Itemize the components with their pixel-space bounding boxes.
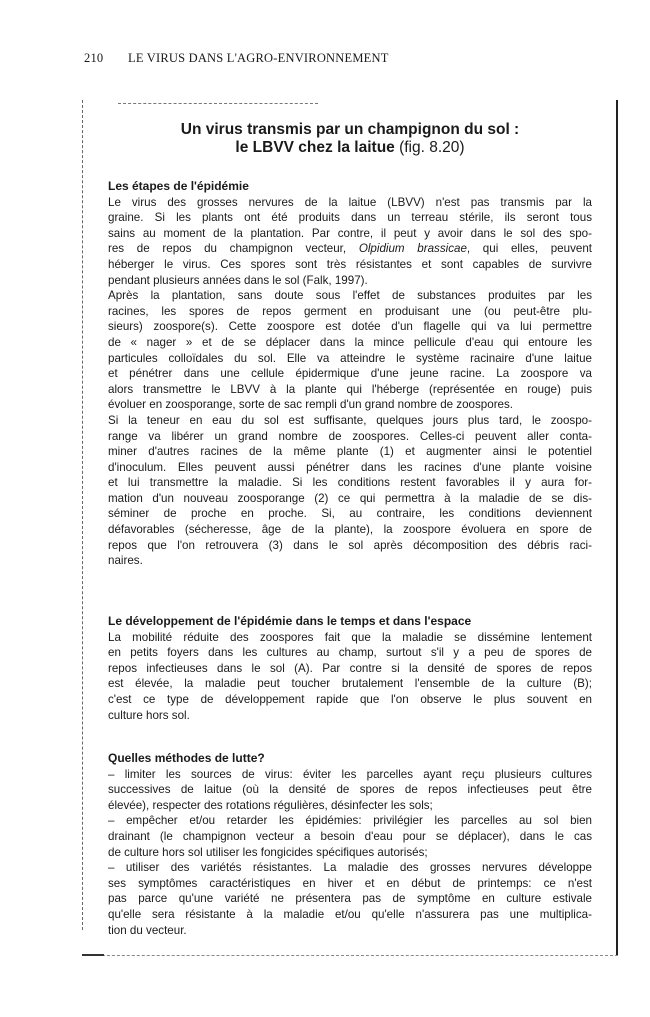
- text-line: pas parce qu'une variété ne présentera pas de symptôme en culture estivale: [108, 892, 592, 906]
- page-number: 210: [84, 51, 104, 65]
- text-line: graine. Si les plants ont été produits dans un terreau stérile, ils seront tous: [108, 211, 592, 225]
- text-line: sains au moment de la plantation. Par contre, il peut y avoir dans le sol des spo-: [108, 226, 592, 240]
- box-right-border: [616, 100, 618, 956]
- section-epidemic-development: [108, 614, 592, 723]
- running-head-title: LE VIRUS DANS L'AGRO-ENVIRONNEMENT: [128, 51, 389, 65]
- figure-reference: (fig. 8.20): [399, 139, 465, 156]
- text-line: alors transmettre le LBVV à la plante qui l'héberge (représentée en rouge) puis: [108, 382, 592, 396]
- text-line: élevée), respecter des rotations régulières, désinfecter les sols;: [108, 798, 433, 812]
- text-line: ses symptômes caractéristiques en hiver et en début de printemps: ce n'est: [108, 876, 592, 890]
- section-heading: Les étapes de l'épidémie: [108, 179, 249, 193]
- text-line: pendant plusieurs années dans le sol (Falk, 1997).: [108, 273, 368, 287]
- text-line: – empêcher et/ou retarder les épidémies: privilégier les parcelles au sol bien: [108, 814, 592, 828]
- box-title-line1: Un virus transmis par un champignon du sol :: [180, 121, 520, 138]
- text-line: res de repos du champignon vecteur, Olpidium brassicae, qui elles, peuvent: [108, 242, 592, 256]
- text-line: particules colloïdales du sol. Elle va atteindre le système racinaire d'une laitue: [108, 351, 592, 365]
- box-title-line2: le LBVV chez la laitue: [235, 139, 395, 156]
- text-line: de culture hors sol utiliser les fongicides spécifiques autorisés;: [108, 845, 428, 859]
- running-head: [84, 51, 389, 66]
- text-line: tion du vecteur.: [108, 923, 187, 937]
- text-line: qu'elle sera résistante à la maladie et/ou qu'elle n'assurera pas une multiplica-: [108, 907, 592, 921]
- text-line: évoluer en zoosporange, sorte de sac rempli d'un grand nombre de zoospores.: [108, 398, 514, 412]
- box-top-rule: [118, 103, 318, 104]
- text-line: c'est ce type de développement rapide que l'on observe le plus souvent en: [108, 692, 592, 706]
- section-heading: Le développement de l'épidémie dans le temps et dans l'espace: [108, 614, 472, 628]
- text-line: successives de laitue (où la densité de spores de repos infectieuses peut être: [108, 783, 592, 797]
- text-line: – limiter les sources de virus: éviter les parcelles ayant reçu plusieurs cultures: [108, 767, 592, 781]
- text-line: de « nager » et de se déplacer dans la mince pellicule d'eau qui entoure les: [108, 335, 592, 349]
- text-line: mation d'un nouveau zoosporange (2) ce qui permettra à la maladie de se dis-: [108, 491, 592, 505]
- section-heading: Quelles méthodes de lutte?: [108, 751, 265, 765]
- text-line: drainant (le champignon vecteur a besoin d'eau pour se déplacer), dans le cas: [108, 829, 592, 843]
- text-line: La mobilité réduite des zoospores fait que la maladie se dissémine lentement: [108, 630, 592, 644]
- section-control-methods: [108, 751, 592, 938]
- text-line: range va libérer un grand nombre de zoospores. Celles-ci peuvent aller conta-: [108, 429, 592, 443]
- text-line: en petits foyers dans les cultures au champ, surtout s'il y a peu de spores de: [108, 646, 592, 660]
- text-line: d'inoculum. Elles peuvent aussi pénétrer dans les racines d'une plante voisine: [108, 460, 592, 474]
- text-line: – utiliser des variétés résistantes. La maladie des grosses nervures développe: [108, 861, 592, 875]
- text-line: est élevée, la maladie peut toucher brutalement l'ensemble de la culture (B);: [108, 677, 592, 691]
- text-line: miner d'autres racines de la même plante (1) et augmenter ainsi le potentiel: [108, 445, 592, 459]
- section-epidemic-stages: [108, 179, 592, 569]
- box-title: [100, 121, 600, 157]
- text-line: racines, les spores de repos germent en produisant une (ou peut-être plu-: [108, 304, 592, 318]
- text-line: et lui transmettre la maladie. Si les conditions restent favorables il y aura for-: [108, 476, 592, 490]
- text-line: naires.: [108, 554, 143, 568]
- text-line: Si la teneur en eau du sol est suffisante, quelques jours plus tard, le zoospo-: [108, 413, 592, 427]
- box-left-border: [82, 100, 83, 930]
- text-line: défavorables (sécheresse, âge de la plante), la zoospore évoluera en spore de: [108, 523, 592, 537]
- text-line: repos infectieuses dans le sol (A). Par contre si la densité de spores de repos: [108, 661, 592, 675]
- text-line: sieurs) zoospore(s). Cette zoospore est dotée d'un flagelle qui va lui permettre: [108, 320, 592, 334]
- text-line: séminer de proche en proche. Si, au contraire, les conditions deviennent: [108, 507, 592, 521]
- text-line: héberger le virus. Ces spores sont très résistantes et sont capables de survivre: [108, 257, 592, 271]
- text-line: Après la plantation, sans doute sous l'effet de substances produites par les: [108, 289, 592, 303]
- text-line: culture hors sol.: [108, 708, 190, 722]
- text-line: Le virus des grosses nervures de la laitue (LBVV) n'est pas transmis par la: [108, 195, 592, 209]
- box-bottom-rule: [82, 955, 618, 956]
- text-line: repos que l'on retrouvera (3) dans le sol après décomposition des débris raci-: [108, 538, 592, 552]
- box-bottom-rule-mark: [82, 954, 104, 956]
- text-line: et pénétrer dans une cellule épidermique d'une jeune racine. La zoospore va: [108, 367, 592, 381]
